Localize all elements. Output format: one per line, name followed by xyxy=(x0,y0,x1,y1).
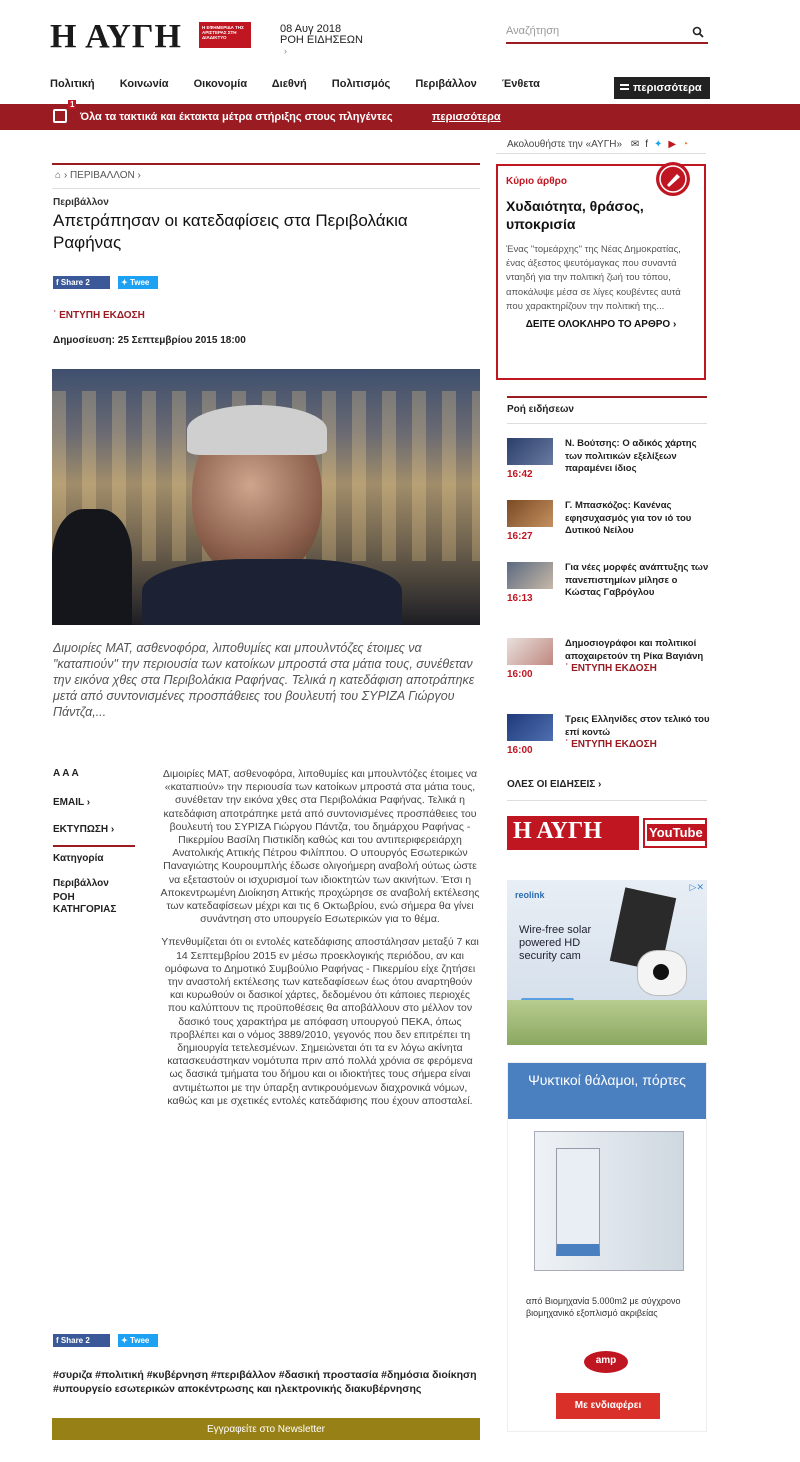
twitter-icon: ✦ xyxy=(121,1336,130,1345)
featured-title[interactable]: Χυδαιότητα, θράσος, υποκρισία xyxy=(506,198,644,232)
print-edition-text: ΕΝΤΥΠΗ ΕΚΔΟΣΗ xyxy=(571,663,657,674)
facebook-share-button[interactable] xyxy=(53,276,110,289)
breadcrumb: ⌂ › ΠΕΡΙΒΑΛΛΟΝ › xyxy=(55,170,141,181)
tweet-button[interactable] xyxy=(118,1334,158,1347)
nav-item-society[interactable]: Κοινωνία xyxy=(119,78,169,90)
article-tags[interactable]: #συριζα #πολιτική #κυβέρνηση #περιβάλλον #δασική προστασία #δημόσια διοίκηση #υπουργείο εσωτερικών αποκέντρωσης και ηλεκτρονικής διακυβέρνησης xyxy=(53,1369,477,1395)
article-tools xyxy=(53,768,135,916)
pen-icon xyxy=(656,162,690,196)
chevron-right-icon: › xyxy=(284,46,287,56)
news-title[interactable] xyxy=(565,714,710,752)
news-time: 16:00 xyxy=(507,669,533,680)
ad-title: Ψυκτικοί θάλαμοι, πόρτες xyxy=(508,1063,706,1119)
news-feed-link[interactable]: ΡΟΗ ΕΙΔΗΣΕΩΝ xyxy=(280,34,363,46)
print-edition-label[interactable]: ˙ ΕΝΤΥΠΗ ΕΚΔΟΣΗ xyxy=(53,310,145,321)
alert-count-badge: 1 xyxy=(70,100,75,109)
nav-item-environment[interactable]: Περιβάλλον xyxy=(415,78,477,90)
featured-article-box[interactable] xyxy=(496,164,706,380)
youtube-label: YouTube xyxy=(649,825,703,840)
ad-brand-logo: amp xyxy=(584,1351,628,1373)
grass-image xyxy=(507,1000,707,1045)
all-news-link[interactable]: ΟΛΕΣ ΟΙ ΕΙΔΗΣΕΙΣ › xyxy=(507,779,602,790)
newsletter-button[interactable]: Εγγραφείτε στο Newsletter xyxy=(52,1418,480,1440)
camera-lens xyxy=(653,964,669,980)
news-item[interactable] xyxy=(507,562,707,622)
facebook-share-button[interactable] xyxy=(53,1334,110,1347)
featured-read-more[interactable]: ΔΕΙΤΕ ΟΛΟΚΛΗΡΟ ΤΟ ΑΡΘΡΟ › xyxy=(525,319,677,330)
main-nav xyxy=(50,78,562,90)
news-thumbnail xyxy=(507,638,553,665)
divider xyxy=(52,188,480,189)
print-edition-label: ˙ ΕΝΤΥΠΗ ΕΚΔΟΣΗ xyxy=(565,739,657,750)
site-logo[interactable]: Η ΑΥΓΗ xyxy=(50,18,182,55)
alert-more-link[interactable]: περισσότερα xyxy=(432,111,501,123)
header-date-block[interactable] xyxy=(280,24,363,57)
ad-close-icon[interactable]: ▷✕ xyxy=(689,882,704,892)
category-link[interactable]: Περιβάλλον xyxy=(53,878,109,889)
image-person-hair xyxy=(187,405,327,455)
news-title-text: Δημοσιογράφοι και πολιτικοί αποχαιρετούν τη Ρίκα Βαγιάνη xyxy=(565,638,704,662)
facebook-icon: f xyxy=(56,278,61,287)
news-thumbnail xyxy=(507,438,553,465)
ad-button[interactable]: Με ενδιαφέρει xyxy=(556,1393,660,1419)
nav-item-culture[interactable]: Πολιτισμός xyxy=(331,78,391,90)
featured-label: Κύριο άρθρο xyxy=(506,176,567,187)
news-item[interactable] xyxy=(507,438,707,498)
divider xyxy=(52,163,480,165)
divider xyxy=(507,800,707,801)
email-icon[interactable]: ✉ xyxy=(630,139,646,150)
search-input[interactable] xyxy=(506,22,708,44)
news-title-text: Τρεις Ελληνίδες στον τελικό του επί κοντώ xyxy=(565,714,710,738)
news-time: 16:27 xyxy=(507,531,533,542)
category-label: Κατηγορία xyxy=(53,853,104,864)
advertisement[interactable] xyxy=(507,880,707,1045)
news-thumbnail xyxy=(507,562,553,589)
nav-item-world[interactable]: Διεθνή xyxy=(271,78,307,90)
article-paragraph: Διμοιρίες ΜΑΤ, ασθενοφόρα, λιποθυμίες και μπουλντόζες έτοιμες να «καταπιούν» την περιουσία των κατοίκων μπροστά στα μάτια τους, συνέθεταν την εικόνα χθες στα Περιβολάκια Ραφήνας. Τελικά η κατεδάφιση αποτράπηκε μετά από συντονισμένες προσπάθειες του βουλευτή του ΣΥΡΙΖΑ Γιώργου Πάντζα, του δημάρχου Ραφήνας - Πικερμίου Βασίλη Πιστικίδη καθώς και του αντιπεριφερειάρχη Ανατολικής Αττικής Πέτρου Φιλίππου. Ο υπουργός Εσωτερικών Παναγιώτης Κουρουμπλής έδωσε ολιγοήμερη αναβολή ούτως ώστε να εξεταστούν οι ισχυρισμοί των ιδιοκτητών των ακινήτων. Έτσι η Αποκεντρωμένη Διοίκηση Αττικής προχώρησε σε αναβολή εκτέλεσης των κατεδαφίσεων μέχρι και τις 6 Οκτωβρίου, ενώ σήμερα θα γίνει συνάντηση στο υπουργείο Εσωτερικών για το θέμα. xyxy=(160,768,480,926)
divider xyxy=(496,153,706,154)
news-feed-heading: Ροή ειδήσεων xyxy=(507,404,574,415)
youtube-icon xyxy=(643,818,707,848)
follow-bar xyxy=(507,139,694,150)
facebook-icon: f xyxy=(56,1336,61,1345)
email-button[interactable]: EMAIL › xyxy=(53,797,91,808)
publish-date: Δημοσίευση: 25 Σεπτεμβρίου 2015 18:00 xyxy=(53,335,246,346)
tweet-button[interactable] xyxy=(118,276,158,289)
print-edition-text: ΕΝΤΥΠΗ ΕΚΔΟΣΗ xyxy=(571,739,657,750)
news-thumbnail xyxy=(507,500,553,527)
news-item[interactable] xyxy=(507,714,710,774)
print-button[interactable]: ΕΚΤΥΠΩΣΗ › xyxy=(53,824,115,835)
news-item[interactable] xyxy=(507,500,707,560)
breadcrumb-section[interactable]: ΠΕΡΙΒΑΛΛΟΝ xyxy=(69,170,135,181)
tweet-label: Twee xyxy=(129,278,150,287)
news-time: 16:00 xyxy=(507,745,533,756)
news-title[interactable]: Γ. Μπασκόζος: Κανένας εφησυχασμός για τον ιό του Δυτικού Νείλου xyxy=(565,500,692,536)
rss-icon[interactable]: ◔ xyxy=(682,139,695,150)
article-body xyxy=(160,768,480,1118)
home-icon[interactable]: ⌂ xyxy=(55,170,62,181)
image-person-body xyxy=(142,559,402,625)
article-title: Απετράπησαν οι κατεδαφίσεις στα Περιβολάκια Ραφήνας xyxy=(53,211,408,252)
alert-icon xyxy=(53,109,67,123)
divider xyxy=(507,423,707,424)
logo-tagline: Η ΕΦΗΜΕΡΙΔΑ ΤΗΣ ΑΡΙΣΤΕΡΑΣ ΣΤΗ ΔΙΑΔΙΚΤΥΟ xyxy=(199,22,251,48)
font-size-controls[interactable]: A A A xyxy=(53,768,79,779)
search-placeholder: Αναζήτηση xyxy=(506,25,560,37)
news-time: 16:42 xyxy=(507,469,533,480)
news-title[interactable]: Ν. Βούτσης: Ο αδικός χάρτης των πολιτικών εξελίξεων παραμένει ίδιος xyxy=(565,438,697,474)
facebook-icon[interactable]: f xyxy=(645,139,654,150)
more-menu-button[interactable] xyxy=(614,77,710,99)
category-feed-link[interactable]: ΡΟΗ ΚΑΤΗΓΟΡΙΑΣ xyxy=(53,892,117,915)
ad-brand: reolink xyxy=(515,890,545,900)
article-image xyxy=(52,369,480,625)
print-label: ΕΚΤΥΠΩΣΗ xyxy=(53,824,109,835)
facebook-share-label: Share 2 xyxy=(60,1336,90,1345)
featured-read-more-label: ΔΕΙΤΕ ΟΛΟΚΛΗΡΟ ΤΟ ΑΡΘΡΟ xyxy=(525,319,671,330)
news-title[interactable]: Για νέες μορφές ανάπτυξης των πανεπιστημίων μίλησε ο Κώστας Γαβρόγλου xyxy=(565,562,709,598)
twitter-icon: ✦ xyxy=(121,278,130,287)
advertisement[interactable] xyxy=(507,1062,707,1432)
news-thumbnail xyxy=(507,714,553,741)
youtube-channel-banner[interactable] xyxy=(507,816,707,850)
print-edition-label: ˙ ΕΝΤΥΠΗ ΕΚΔΟΣΗ xyxy=(565,663,657,674)
fridge-door xyxy=(556,1148,600,1256)
image-crowd-left xyxy=(52,509,132,625)
article-paragraph: Υπενθυμίζεται ότι οι εντολές κατεδάφισης αποστάλησαν μεταξύ 7 και 14 Σεπτεμβρίου 2015 εν μέσω προεκλογικής περιόδου, αν και ομόφωνα το Δημοτικό Συμβούλιο Ραφήνας - Πικερμίου είχε ζητήσει την αναστολή εκτέλεσης των κατεδαφίσεων έως ότου αναρτηθούν και κυρωθούν οι δασικοί χάρτες, δεδομένου ότι κάποιες περιοχές που καλύπτουν τις προϋποθέσεις θα αποβάλλουν στο μέλλον τον δασικό τους χαρακτήρα με απόφαση υπουργού ΠΕΚΑ, όπως προβλέπει και ο νόμος 3889/2010, γεγονός που δεν επιτρέπει τη δημιουργία τετελεσμένων. Σημειώνεται ότι τα εν λόγω ακίνητα κατασκευάστηκαν νομότυπα πριν από πολλά χρόνια σε φερόμενα ως δασικά τμήματα του δήμου και οι ιδιοκτήτες τους σήμερα είναι αντιμέτωποι με την ύπαρξη αντικρουόμενων διαχρονικά νόμων, καθώς και με σχετικές εντολές κατεδάφισης που έχουν αποσταλεί. xyxy=(161,936,479,1107)
print-edition-text: ΕΝΤΥΠΗ ΕΚΔΟΣΗ xyxy=(59,310,145,321)
email-label: EMAIL xyxy=(53,797,84,808)
ad-text: από Βιομηχανία 5.000m2 με σύγχρονο βιομηχανικό εξοπλισμό ακριβείας xyxy=(526,1296,681,1318)
all-news-label: ΟΛΕΣ ΟΙ ΕΙΔΗΣΕΙΣ xyxy=(507,779,596,790)
article-section[interactable]: Περιβάλλον xyxy=(53,197,109,208)
youtube-banner-logo: Η ΑΥΓΗ xyxy=(507,816,639,850)
social-icons xyxy=(631,139,694,150)
header-date: 08 Αυγ 2018 xyxy=(280,23,342,35)
nav-item-politics[interactable]: Πολιτική xyxy=(50,78,95,90)
nav-item-supplements[interactable]: Ένθετα xyxy=(501,78,540,90)
facebook-share-label: Share 2 xyxy=(60,278,90,287)
nav-item-economy[interactable]: Οικονομία xyxy=(193,78,248,90)
menu-icon xyxy=(620,84,629,90)
ad-text: Wire-free solar powered HD security cam xyxy=(519,924,592,962)
featured-excerpt: Ένας "τομεάρχης" της Νέας Δημοκρατίας, ένας άξεστος ψευτόμαγκας που συναντά νταηδή για την πολιτική ζωή του τόπου, αποκάλυψε μέσα σε λίγες κουβέντες αυτά που χαρακτηρίζουν την πολιτική της... xyxy=(506,244,681,312)
divider xyxy=(53,845,135,847)
alert-bar xyxy=(0,100,800,130)
follow-label: Ακολουθήστε την «ΑΥΓΗ» xyxy=(507,139,623,150)
search-icon[interactable] xyxy=(692,26,704,38)
article-lead: Διμοιρίες ΜΑΤ, ασθενοφόρα, λιποθυμίες και μπουλντόζες έτοιμες να "καταπιούν" την περιουσία των κατοίκων μπροστά στα μάτια τους, συνέθεταν την εικόνα χθες στα Περιβολάκια Ραφήνας. Τελικά η κατεδάφιση αποτράπηκε μετά από συντονισμένες προσπάθειες του βουλευτή του ΣΥΡΙΖΑ Γιώργου Πάντζα,... xyxy=(53,641,475,719)
news-title[interactable] xyxy=(565,638,710,676)
news-time: 16:13 xyxy=(507,593,533,604)
twitter-icon[interactable]: ✦ xyxy=(653,139,669,150)
divider xyxy=(507,396,707,398)
more-menu-label: περισσότερα xyxy=(633,82,702,94)
youtube-icon[interactable]: ▶ xyxy=(668,139,683,150)
news-item[interactable] xyxy=(507,638,707,698)
tweet-label: Twee xyxy=(129,1336,150,1345)
alert-message[interactable]: Όλα τα τακτικά και έκτακτα μέτρα στήριξης στους πληγέντες xyxy=(80,111,393,123)
